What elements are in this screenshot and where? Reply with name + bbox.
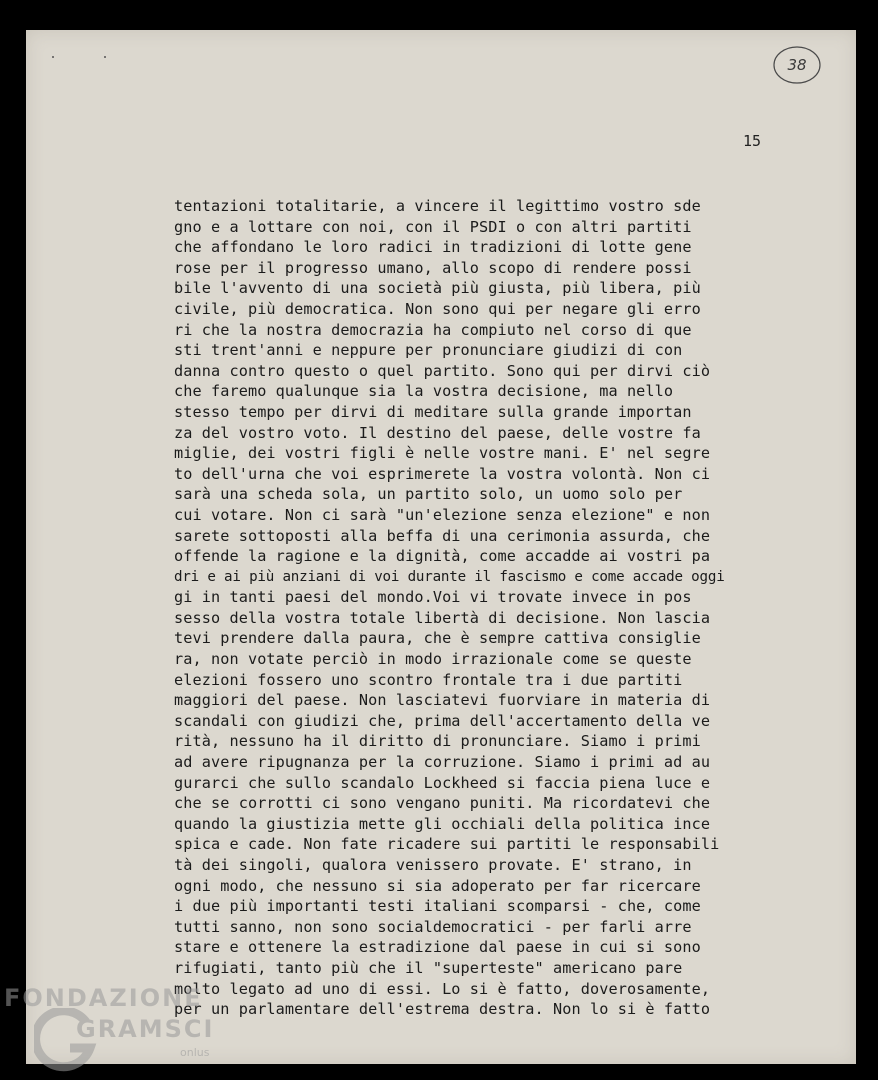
text-line: ri che la nostra democrazia ha compiuto nel corso di que bbox=[174, 320, 692, 339]
text-line: per un parlamentare dell'estrema destra. Non lo si è fatto bbox=[174, 1000, 711, 1019]
text-line: sti trent'anni e neppure per pronunciare giudizi di con bbox=[174, 341, 683, 360]
text-line: gno e a lottare con noi, con il PSDI o con altri partiti bbox=[174, 217, 692, 236]
text-line: maggiori del paese. Non lasciatevi fuorviare in materia di bbox=[174, 691, 711, 710]
watermark-line-onlus: onlus bbox=[180, 1046, 210, 1059]
paper-speck bbox=[52, 56, 54, 58]
text-line: che faremo qualunque sia la vostra decisione, ma nello bbox=[174, 382, 674, 401]
text-line: danna contro questo o quel partito. Sono qui per dirvi ciò bbox=[174, 361, 711, 380]
text-line: to dell'urna che voi esprimerete la vostra volontà. Non ci bbox=[174, 464, 711, 483]
text-line: molto legato ad uno di essi. Lo si è fatto, doverosamente, bbox=[174, 979, 711, 998]
text-line: ogni modo, che nessuno si sia adoperato per far ricercare bbox=[174, 876, 701, 895]
text-line: rose per il progresso umano, allo scopo di rendere possi bbox=[174, 258, 692, 277]
text-line: tà dei singoli, qualora venissero provate. E' strano, in bbox=[174, 856, 692, 874]
text-line: spica e cade. Non fate ricadere sui partiti le responsabili bbox=[174, 835, 720, 854]
text-line: che se corrotti ci sono vengano puniti. Ma ricordatevi che bbox=[174, 794, 711, 813]
text-line: tutti sanno, non sono socialdemocratici - per farli arre bbox=[174, 917, 692, 936]
text-line: scandali con giudizi che, prima dell'accertamento della ve bbox=[174, 711, 711, 730]
text-line: gurarci che sullo scandalo Lockheed si faccia piena luce e bbox=[174, 773, 711, 792]
archive-number-stamp bbox=[772, 45, 822, 85]
text-line: offende la ragione e la dignità, come accadde ai vostri pa bbox=[174, 547, 711, 566]
text-line: civile, più democratica. Non sono qui per negare gli erro bbox=[174, 299, 701, 318]
text-line: ad avere ripugnanza per la corruzione. Siamo i primi ad au bbox=[174, 753, 711, 772]
page-number: 15 bbox=[743, 132, 762, 150]
text-line: tevi prendere dalla paura, che è sempre cattiva consiglie bbox=[174, 629, 701, 648]
text-line: i due più importanti testi italiani scomparsi - che, come bbox=[174, 897, 701, 916]
text-line: gi in tanti paesi del mondo.Voi vi trovate invece in pos bbox=[174, 588, 692, 607]
text-line: sarà una scheda sola, un partito solo, un uomo solo per bbox=[174, 485, 683, 504]
text-line: bile l'avvento di una società più giusta, più libera, più bbox=[174, 279, 701, 298]
text-line: za del vostro voto. Il destino del paese, delle vostre fa bbox=[174, 423, 701, 442]
text-line: dri e ai più anziani di voi durante il fascismo e come accade oggi bbox=[174, 568, 725, 585]
watermark-line-foundation: FONDAZIONE bbox=[4, 984, 203, 1012]
text-line: tentazioni totalitarie, a vincere il legittimo vostro sde bbox=[174, 197, 701, 215]
text-line: che affondano le loro radici in tradizioni di lotte gene bbox=[174, 238, 692, 257]
text-line: ra, non votate perciò in modo irrazionale come se queste bbox=[174, 650, 692, 669]
text-line: elezioni fossero uno scontro frontale tra i due partiti bbox=[174, 670, 683, 689]
text-line: stesso tempo per dirvi di meditare sulla grande importan bbox=[174, 402, 692, 421]
body-text bbox=[174, 196, 794, 1020]
text-line: rità, nessuno ha il diritto di pronunciare. Siamo i primi bbox=[174, 732, 701, 751]
text-line: cui votare. Non ci sarà "un'elezione senza elezione" e non bbox=[174, 505, 711, 524]
text-line: sarete sottoposti alla beffa di una cerimonia assurda, che bbox=[174, 526, 711, 545]
text-line: sesso della vostra totale libertà di decisione. Non lascia bbox=[174, 608, 711, 627]
foundation-watermark bbox=[4, 984, 224, 1080]
paper-speck bbox=[104, 56, 106, 58]
text-line: quando la giustizia mette gli occhiali della politica ince bbox=[174, 814, 711, 833]
text-line: rifugiati, tanto più che il "superteste" americano pare bbox=[174, 958, 683, 977]
archive-number: 38 bbox=[787, 56, 807, 74]
text-line: stare e ottenere la estradizione dal paese in cui si sono bbox=[174, 938, 701, 957]
watermark-line-gramsci: GRAMSCI bbox=[76, 1015, 215, 1043]
text-line: miglie, dei vostri figli è nelle vostre mani. E' nel segre bbox=[174, 444, 711, 463]
